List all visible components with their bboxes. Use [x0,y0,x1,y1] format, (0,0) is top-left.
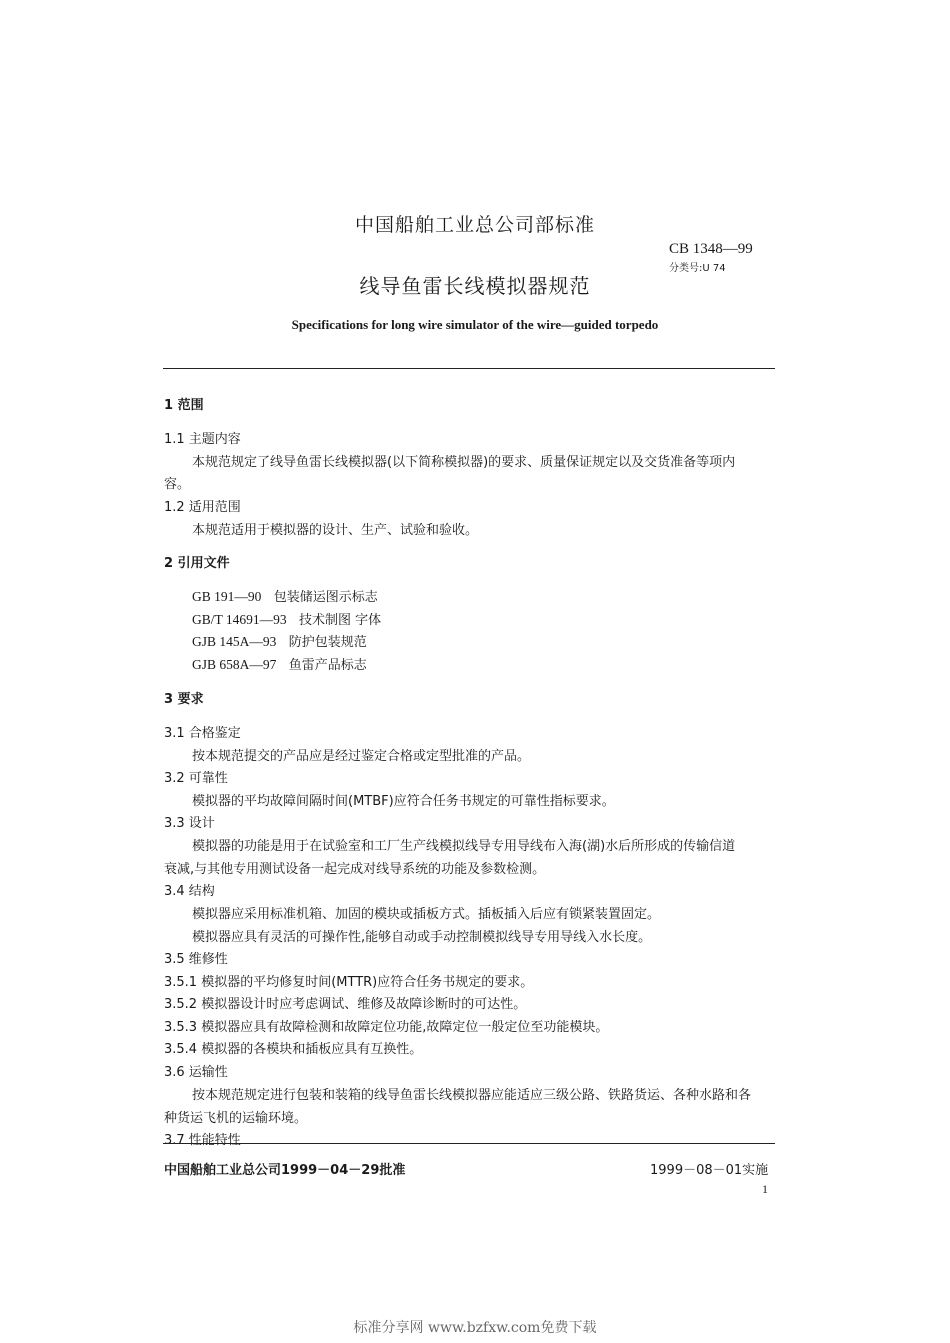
section-3-5-4-item: 3.5.4 模拟器的各模块和插板应具有互换性。 [164,1042,423,1057]
reference-title: 包装储运图示标志 [273,590,378,605]
organization-title: 中国船舶工业总公司部标准 [354,214,595,236]
section-3-6-heading: 3.6 运输性 [164,1065,228,1080]
reference-code: GJB 658A—97 [192,657,277,672]
section-3-2-heading: 3.2 可靠性 [164,771,228,786]
section-3-4-heading: 3.4 结构 [164,884,215,899]
reference-item [192,631,367,650]
standard-number: CB 1348—99 [669,241,753,257]
reference-code: GB 191—90 [192,589,262,604]
section-1-heading: 1 范围 [164,398,204,413]
section-1-2-paragraph: 本规范适用于模拟器的设计、生产、试验和验收。 [192,523,479,538]
header-divider [163,368,775,369]
effective-date: 1999－08－01实施 [650,1163,769,1178]
section-3-5-3-item: 3.5.3 模拟器应具有故障检测和故障定位功能,故障定位一般定位至功能模块。 [164,1020,609,1035]
approval-date: 中国船舶工业总公司1999－04－29批准 [164,1163,406,1178]
footer-divider [163,1143,775,1144]
reference-item [192,609,381,628]
section-3-5-2-item: 3.5.2 模拟器设计时应考虑调试、维修及故障诊断时的可达性。 [164,997,527,1012]
section-3-3-heading: 3.3 设计 [164,816,215,831]
section-3-3-paragraph-line-2: 衰减,与其他专用测试设备一起完成对线导系统的功能及参数检测。 [164,862,546,877]
section-3-4-paragraph-line-2: 模拟器应具有灵活的可操作性,能够自动或手动控制模拟线导专用导线入水长度。 [192,930,652,945]
section-1-2-heading: 1.2 适用范围 [164,500,241,515]
reference-title: 鱼雷产品标志 [288,658,367,673]
reference-item [192,654,367,673]
reference-code: GJB 145A—93 [192,634,277,649]
section-1-1-paragraph-line-1: 本规范规定了线导鱼雷长线模拟器(以下简称模拟器)的要求、质量保证规定以及交货准备等项内 [192,455,736,470]
reference-item [192,586,378,605]
english-title: Specifications for long wire simulator of the wire—guided torpedo [291,317,659,332]
reference-code: GB/T 14691—93 [192,612,287,627]
section-1-1-heading: 1.1 主题内容 [164,432,241,447]
document-title: 线导鱼雷长线模拟器规范 [359,274,591,298]
section-3-3-paragraph-line-1: 模拟器的功能是用于在试验室和工厂生产线模拟线导专用导线布入海(湖)水后所形成的传输信道 [192,839,736,854]
section-3-2-paragraph: 模拟器的平均故障间隔时间(MTBF)应符合任务书规定的可靠性指标要求。 [192,794,615,809]
reference-title: 技术制图 字体 [299,613,382,628]
page-number: 1 [762,1182,768,1196]
section-3-1-heading: 3.1 合格鉴定 [164,726,241,741]
section-3-heading: 3 要求 [164,692,204,707]
section-3-5-heading: 3.5 维修性 [164,952,228,967]
section-3-7-heading: 3.7 性能特性 [164,1133,241,1148]
section-2-heading: 2 引用文件 [164,556,230,571]
reference-title: 防护包装规范 [288,635,367,650]
section-3-6-paragraph-line-1: 按本规范规定进行包装和装箱的线导鱼雷长线模拟器应能适应三级公路、铁路货运、各种水路和各 [192,1088,752,1103]
watermark: 标准分享网 www.bzfxw.com免费下载 [353,1320,597,1336]
section-3-4-paragraph-line-1: 模拟器应采用标准机箱、加固的模块或插板方式。插板插入后应有锁紧装置固定。 [192,907,661,922]
classification-number: 分类号:U 74 [669,263,726,274]
section-3-6-paragraph-line-2: 种货运飞机的运输环境。 [164,1111,308,1126]
section-3-5-1-item: 3.5.1 模拟器的平均修复时间(MTTR)应符合任务书规定的要求。 [164,975,534,990]
section-1-1-paragraph-line-2: 容。 [164,477,191,492]
section-3-1-paragraph: 按本规范提交的产品应是经过鉴定合格或定型批准的产品。 [192,749,531,764]
